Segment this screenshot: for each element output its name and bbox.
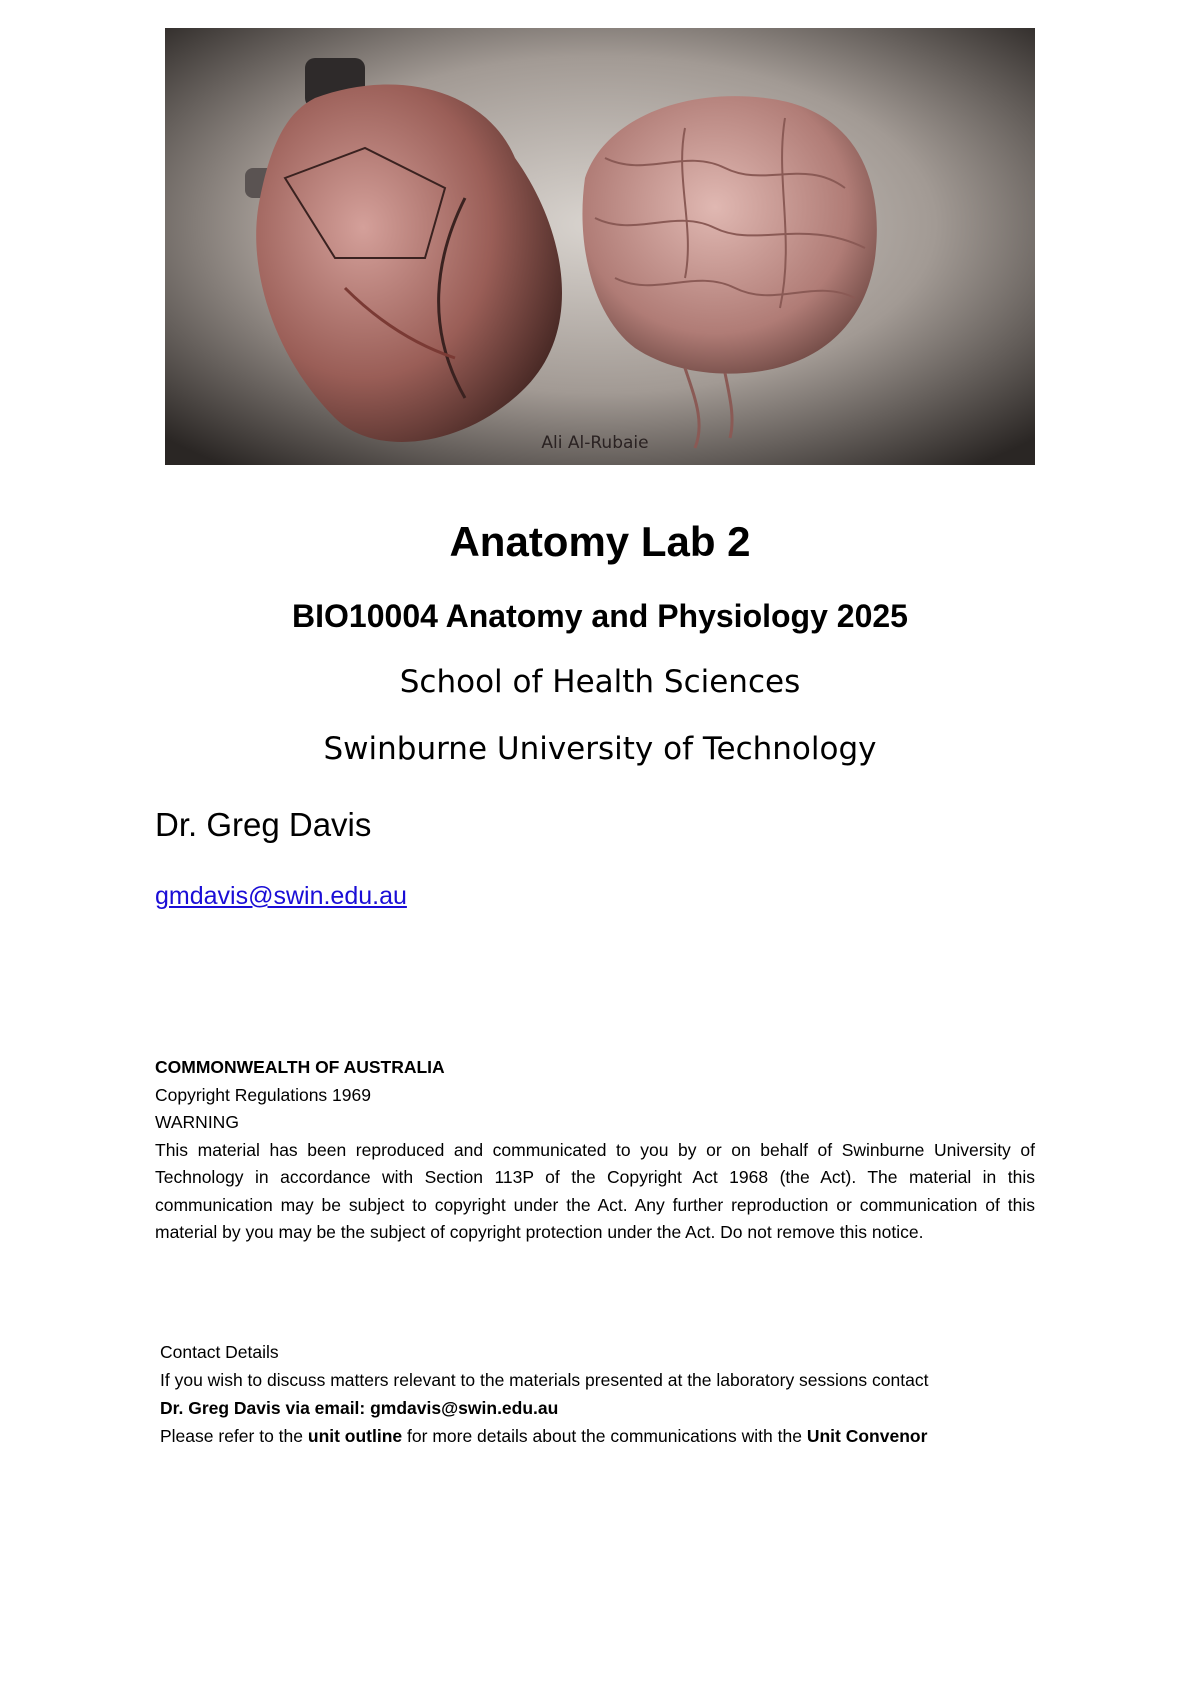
contact-heading: Contact Details xyxy=(160,1342,279,1362)
contact-line-3-mid: for more details about the communications with the xyxy=(402,1426,807,1446)
notice-warning: WARNING xyxy=(155,1112,239,1132)
school-name: School of Health Sciences xyxy=(399,664,801,700)
contact-line-3-pre: Please refer to the xyxy=(160,1426,308,1446)
contact-line-1: If you wish to discuss matters relevant to the materials presented at the laboratory sessions contact xyxy=(160,1370,929,1390)
course-subtitle: BIO10004 Anatomy and Physiology 2025 xyxy=(292,598,908,634)
cover-watermark: Ali Al-Rubaie xyxy=(541,433,649,453)
university-name: Swinburne University of Technology xyxy=(323,731,877,767)
contact-line-2: Dr. Greg Davis via email: gmdavis@swin.edu.au xyxy=(160,1398,559,1418)
author-email-link[interactable]: gmdavis@swin.edu.au xyxy=(155,882,407,910)
unit-outline-text: unit outline xyxy=(307,1426,403,1446)
notice-body: This material has been reproduced and communicated to you by or on behalf of Swinburne University of Technology in accordance with Section 113P of the Copyright Act 1968 (the Act). The material in this communication may be subject to copyright under the Act. Any further reproduction or communication of this material by you may be the subject of copyright protection under the Act. Do not remove this notice. xyxy=(155,1139,1035,1242)
page-title: Anatomy Lab 2 xyxy=(449,518,751,565)
author-name: Dr. Greg Davis xyxy=(155,806,372,843)
contact-line-3 xyxy=(160,1422,1060,1450)
notice-heading: COMMONWEALTH OF AUSTRALIA xyxy=(155,1057,445,1077)
notice-regulations: Copyright Regulations 1969 xyxy=(155,1084,371,1105)
cover-image xyxy=(165,28,1035,465)
copyright-notice xyxy=(155,1054,1035,1247)
unit-convenor-text: Unit Convenor xyxy=(806,1426,928,1446)
contact-details xyxy=(160,1338,1060,1450)
